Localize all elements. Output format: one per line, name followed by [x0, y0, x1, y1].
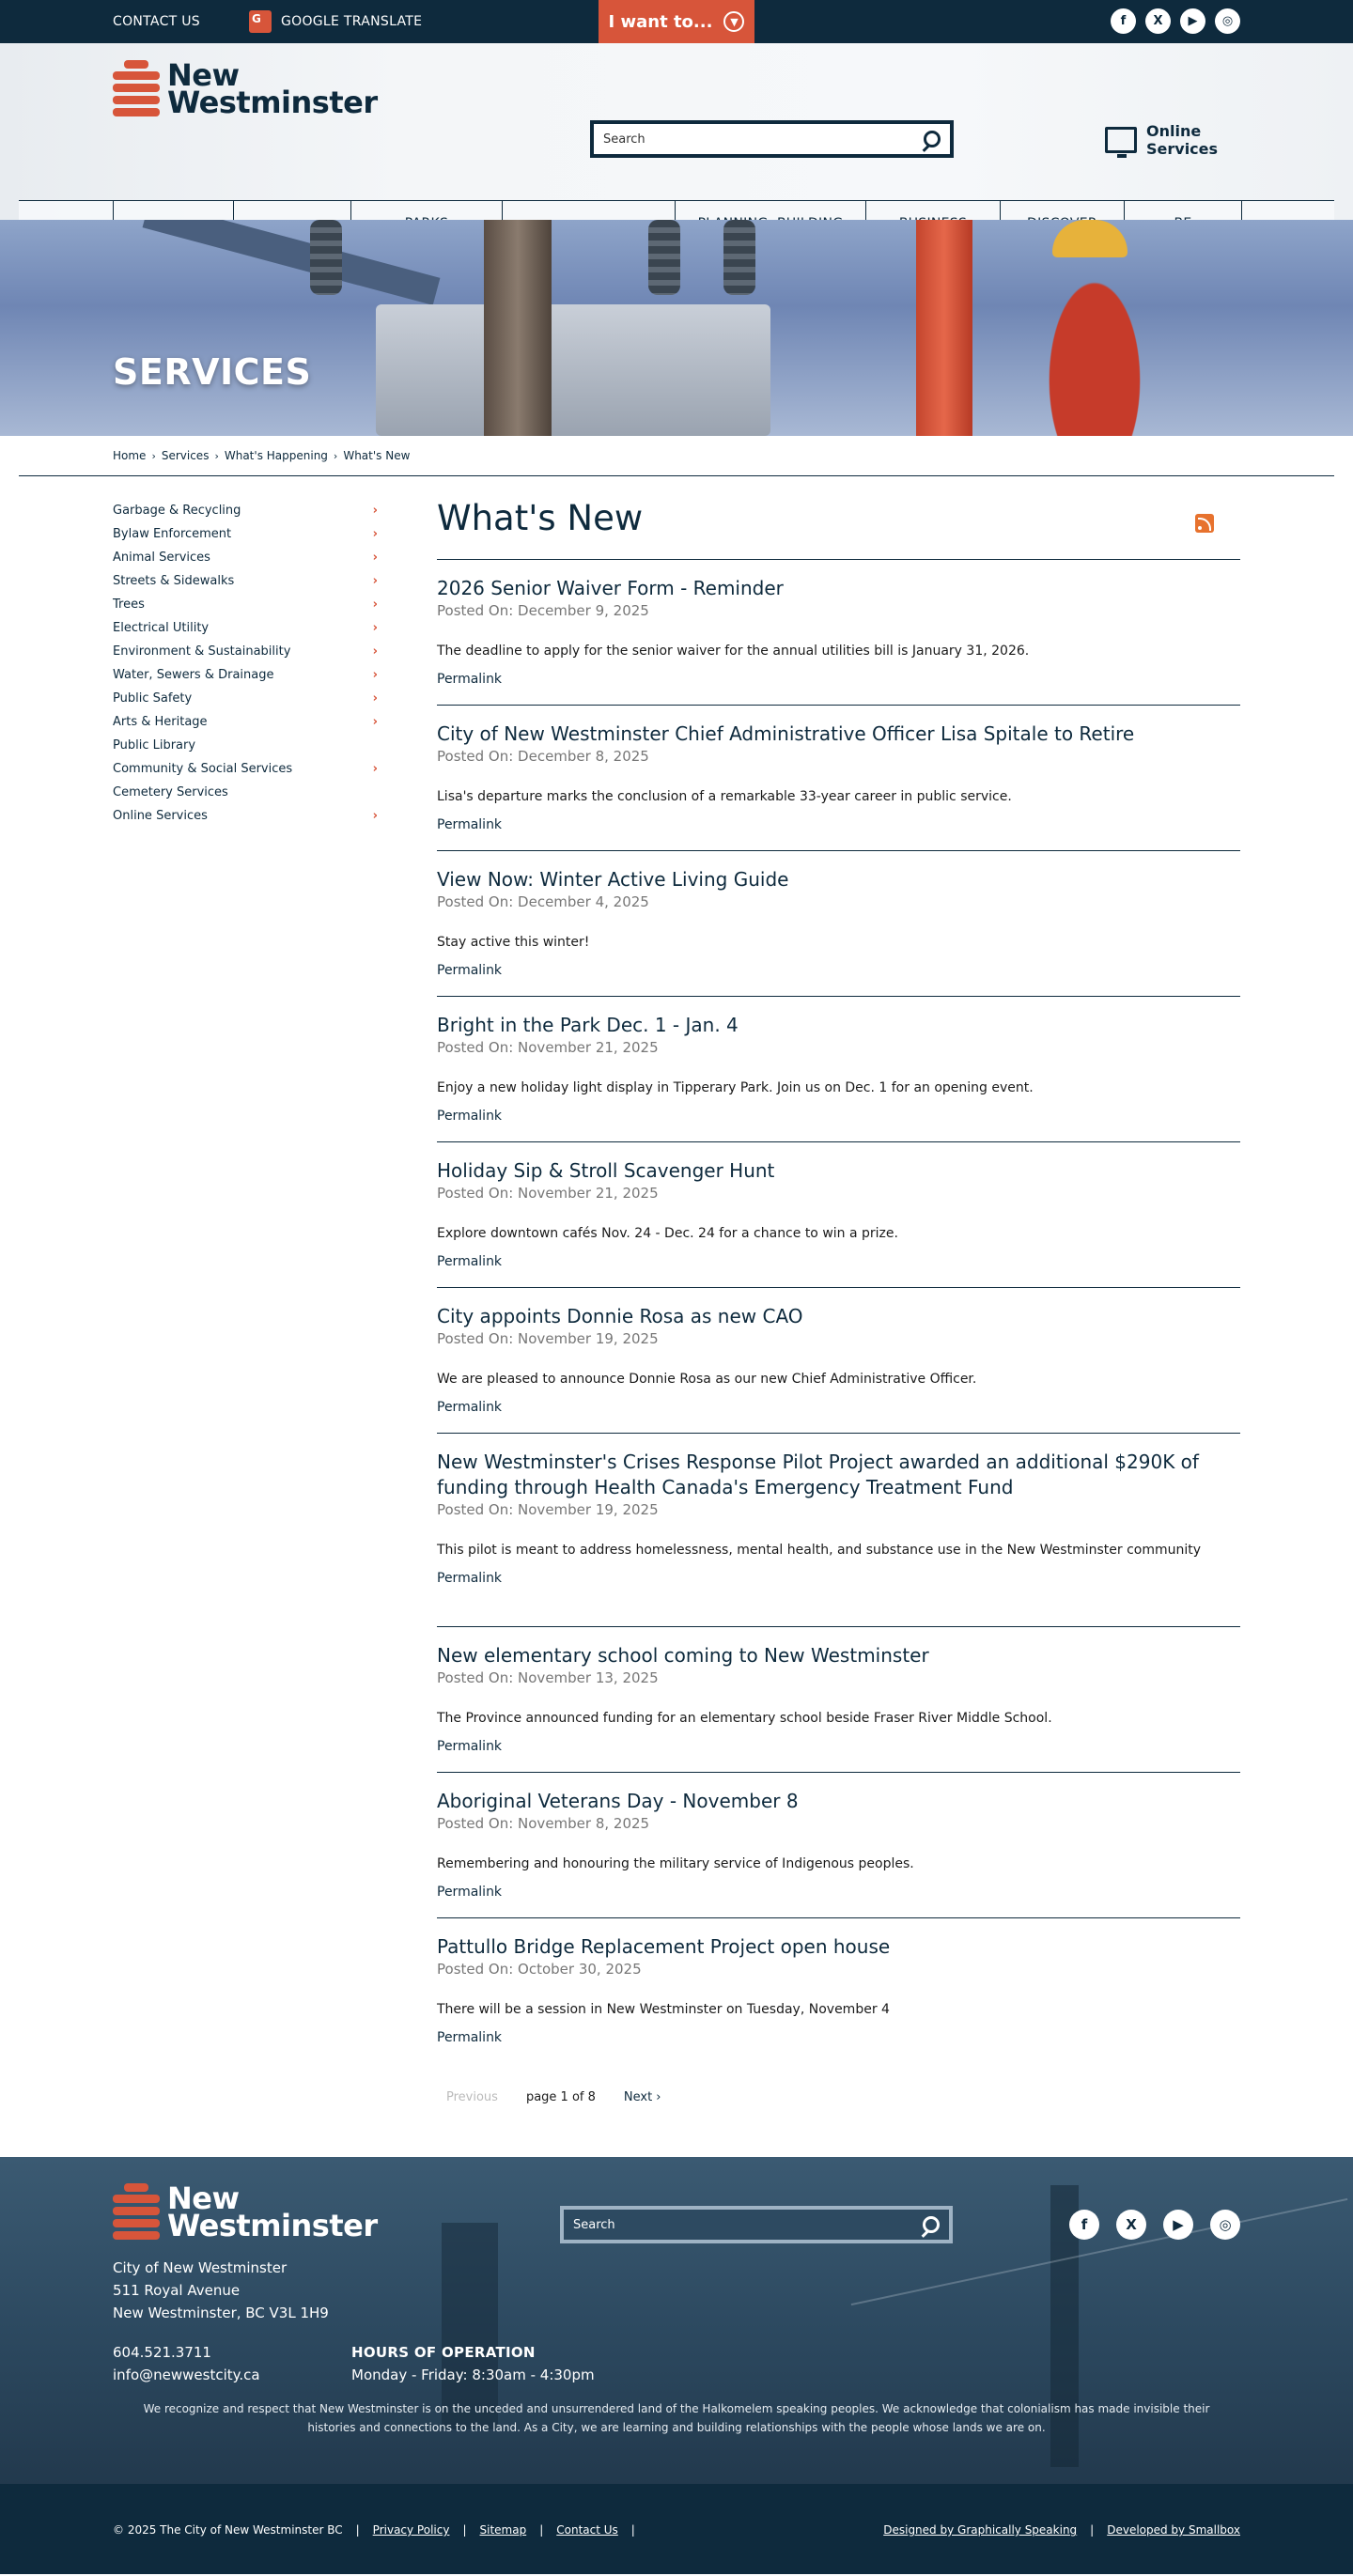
- news-item: [437, 705, 1240, 850]
- copyright: © 2025 The City of New Westminster BC: [113, 2523, 343, 2537]
- sidebar-item[interactable]: Cemetery Services: [113, 785, 228, 799]
- search-icon[interactable]: [924, 131, 941, 147]
- chevron-right-icon: ›: [214, 449, 219, 462]
- sidebar-item[interactable]: Trees ›: [113, 597, 378, 612]
- city-logo-text: New Westminster: [167, 2180, 378, 2243]
- chevron-right-icon: ›: [372, 762, 378, 776]
- footer-contact: [113, 2341, 260, 2386]
- chevron-down-icon: ▼: [723, 11, 744, 32]
- chevron-right-icon: ›: [372, 551, 378, 565]
- news-title-link[interactable]: New elementary school coming to New Westminster: [437, 1644, 929, 1667]
- x-twitter-icon[interactable]: X: [1145, 8, 1171, 34]
- chevron-right-icon: ›: [372, 574, 378, 588]
- designed-by-link[interactable]: Designed by Graphically Speaking: [883, 2523, 1078, 2537]
- city-logo-text: New Westminster: [167, 57, 378, 120]
- breadcrumb-services[interactable]: Services: [161, 449, 210, 462]
- permalink-link[interactable]: Permalink: [437, 1400, 503, 1415]
- news-date: Posted On: November 21, 2025: [437, 1185, 659, 1202]
- site-header: [0, 43, 1353, 220]
- i-want-to-label: I want to...: [608, 11, 713, 32]
- news-date: Posted On: November 19, 2025: [437, 1501, 659, 1518]
- news-item: [437, 850, 1240, 996]
- pagination: [446, 2090, 661, 2104]
- news-title-link[interactable]: Bright in the Park Dec. 1 - Jan. 4: [437, 1014, 739, 1036]
- sidebar-item[interactable]: Streets & Sidewalks ›: [113, 574, 378, 588]
- sidebar-item[interactable]: Electrical Utility ›: [113, 621, 378, 635]
- search-input[interactable]: Search: [603, 132, 645, 147]
- news-summary: Stay active this winter!: [437, 935, 590, 950]
- news-title-link[interactable]: City appoints Donnie Rosa as new CAO: [437, 1305, 803, 1327]
- footer-hours: [351, 2341, 595, 2386]
- hours-text: Monday - Friday: 8:30am - 4:30pm: [351, 2367, 595, 2383]
- city-logo-icon: [113, 60, 160, 118]
- chevron-right-icon: ›: [372, 597, 378, 612]
- news-summary: The deadline to apply for the senior waiver for the annual utilities bill is January 31, 2026.: [437, 644, 1030, 659]
- news-item: [437, 996, 1240, 1141]
- footer-logo[interactable]: [113, 2180, 378, 2243]
- utility-links: [113, 0, 422, 43]
- hours-title: HOURS OF OPERATION: [351, 2344, 536, 2361]
- permalink-link[interactable]: Permalink: [437, 1885, 503, 1900]
- social-links: [1111, 8, 1240, 34]
- online-services-link[interactable]: [1105, 122, 1218, 158]
- youtube-icon[interactable]: ▶: [1163, 2210, 1193, 2240]
- permalink-link[interactable]: Permalink: [437, 1739, 503, 1754]
- rss-icon[interactable]: [1195, 514, 1214, 533]
- sidebar-item[interactable]: Online Services ›: [113, 809, 378, 823]
- hero-image-lift: [916, 220, 972, 436]
- chevron-right-icon: ›: [372, 809, 378, 823]
- sidebar-item[interactable]: Animal Services ›: [113, 551, 378, 565]
- news-summary: Remembering and honouring the military service of Indigenous peoples.: [437, 1856, 914, 1871]
- breadcrumb-home[interactable]: Home: [113, 449, 147, 462]
- section-heading: What's New: [437, 498, 644, 538]
- permalink-link[interactable]: Permalink: [437, 672, 503, 687]
- permalink-link[interactable]: Permalink: [437, 1254, 503, 1269]
- chevron-right-icon: ›: [372, 644, 378, 659]
- instagram-icon[interactable]: ◎: [1210, 2210, 1240, 2240]
- breadcrumb: [0, 436, 1353, 475]
- news-item: [437, 1141, 1240, 1287]
- footer-search: [560, 2206, 953, 2243]
- news-date: Posted On: December 9, 2025: [437, 602, 649, 619]
- news-date: Posted On: November 21, 2025: [437, 1039, 659, 1056]
- google-translate-icon: [249, 10, 272, 33]
- footer-social-links: [1069, 2210, 1240, 2240]
- youtube-icon[interactable]: ▶: [1180, 8, 1205, 34]
- news-item: [437, 1626, 1240, 1772]
- news-title-link[interactable]: View Now: Winter Active Living Guide: [437, 868, 789, 891]
- i-want-to-button[interactable]: [599, 0, 754, 43]
- page-title: SERVICES: [113, 351, 312, 393]
- sitemap-link[interactable]: Sitemap: [479, 2523, 527, 2537]
- breadcrumb-whats-happening[interactable]: What's Happening: [224, 449, 328, 462]
- news-title-link[interactable]: Pattullo Bridge Replacement Project open house: [437, 1935, 891, 1958]
- chevron-right-icon: ›: [372, 621, 378, 635]
- chevron-right-icon: ›: [372, 715, 378, 729]
- news-summary: Lisa's departure marks the conclusion of a remarkable 33-year career in public service.: [437, 789, 1012, 804]
- facebook-icon[interactable]: f: [1069, 2210, 1099, 2240]
- sidebar-nav: [113, 499, 378, 828]
- chevron-right-icon: ›: [372, 668, 378, 682]
- news-date: Posted On: December 8, 2025: [437, 748, 649, 765]
- chevron-right-icon: ›: [372, 504, 378, 518]
- hero-banner: [0, 220, 1353, 436]
- hero-image-helmet: [1052, 220, 1128, 257]
- news-item: [437, 1772, 1240, 1917]
- instagram-icon[interactable]: ◎: [1215, 8, 1240, 34]
- news-list: [437, 493, 1240, 2063]
- privacy-policy-link[interactable]: Privacy Policy: [372, 2523, 450, 2537]
- news-date: Posted On: November 8, 2025: [437, 1815, 650, 1832]
- news-title-link[interactable]: New Westminster's Crises Response Pilot Project awarded an additional $290K of funding through Health Canada's Emergency Treatment Fund: [437, 1451, 1199, 1498]
- news-title-link[interactable]: 2026 Senior Waiver Form - Reminder: [437, 577, 784, 599]
- news-date: Posted On: December 4, 2025: [437, 893, 649, 910]
- monitor-icon: [1105, 127, 1137, 153]
- permalink-link[interactable]: Permalink: [437, 817, 503, 832]
- search-input[interactable]: Search: [573, 2217, 615, 2232]
- hero-image-arm: [143, 220, 441, 305]
- phone-link[interactable]: 604.521.3711: [113, 2344, 211, 2361]
- sidebar-item[interactable]: Garbage & Recycling ›: [113, 504, 378, 518]
- site-footer: [0, 2157, 1353, 2484]
- next-page-button[interactable]: Next ›: [623, 2090, 661, 2104]
- chevron-right-icon: ›: [333, 449, 338, 462]
- developed-by-link[interactable]: Developed by Smallbox: [1107, 2523, 1240, 2537]
- contact-us-footer-link[interactable]: Contact Us: [556, 2523, 618, 2537]
- chevron-right-icon: ›: [151, 449, 156, 462]
- news-item: [437, 1287, 1240, 1433]
- sidebar-item[interactable]: Public Library: [113, 738, 196, 753]
- news-title-link[interactable]: City of New Westminster Chief Administrative Officer Lisa Spitale to Retire: [437, 722, 1135, 745]
- news-item: [437, 559, 1240, 705]
- news-date: Posted On: November 13, 2025: [437, 1669, 659, 1686]
- news-summary: Enjoy a new holiday light display in Tipperary Park. Join us on Dec. 1 for an opening event.: [437, 1080, 1034, 1095]
- hero-image-pole: [484, 220, 552, 436]
- permalink-link[interactable]: Permalink: [437, 1571, 503, 1586]
- main-content: [0, 476, 1353, 2157]
- news-summary: This pilot is meant to address homelessness, mental health, and substance use in the New Westminster community: [437, 1543, 1202, 1558]
- facebook-icon[interactable]: f: [1111, 8, 1136, 34]
- google-translate-label: GOOGLE TRANSLATE: [280, 14, 423, 29]
- breadcrumb-current: What's New: [343, 449, 411, 462]
- permalink-link[interactable]: Permalink: [437, 1109, 503, 1124]
- news-summary: The Province announced funding for an elementary school beside Fraser River Middle School.: [437, 1711, 1052, 1726]
- news-summary: There will be a session in New Westminster on Tuesday, November 4: [437, 2002, 890, 2017]
- google-translate-button[interactable]: [249, 10, 422, 33]
- sidebar-item[interactable]: Water, Sewers & Drainage ›: [113, 668, 378, 682]
- sidebar-item[interactable]: Bylaw Enforcement ›: [113, 527, 378, 541]
- sidebar-item[interactable]: Environment & Sustainability ›: [113, 644, 378, 659]
- chevron-right-icon: ›: [372, 527, 378, 541]
- permalink-link[interactable]: Permalink: [437, 963, 503, 978]
- page-indicator: page 1 of 8: [525, 2090, 596, 2104]
- news-date: Posted On: November 19, 2025: [437, 1330, 659, 1347]
- city-logo[interactable]: [113, 57, 378, 120]
- x-twitter-icon[interactable]: X: [1116, 2210, 1146, 2240]
- sidebar-item[interactable]: Community & Social Services ›: [113, 762, 378, 776]
- utility-bar: [0, 0, 1353, 43]
- permalink-link[interactable]: Permalink: [437, 2030, 503, 2045]
- hero-image-transformer: [376, 304, 770, 436]
- news-summary: Explore downtown cafés Nov. 24 - Dec. 24 for a chance to win a prize.: [437, 1226, 898, 1241]
- header-search: [590, 120, 954, 158]
- footer-address: City of New Westminster 511 Royal Avenue New Westminster, BC V3L 1H9: [113, 2259, 329, 2321]
- news-title-link[interactable]: Holiday Sip & Stroll Scavenger Hunt: [437, 1159, 775, 1182]
- sidebar-item[interactable]: Arts & Heritage ›: [113, 715, 378, 729]
- online-services-label: Online Services: [1146, 122, 1219, 158]
- chevron-right-icon: ›: [372, 691, 378, 706]
- footer-bottom-bar: © 2025 The City of New Westminster BC | Privacy Policy | Sitemap | Contact Us | Designed by Graphically Speaking | Developed by Smallbox: [0, 2484, 1353, 2574]
- news-title-link[interactable]: Aboriginal Veterans Day - November 8: [437, 1790, 799, 1812]
- hero-image-worker: [1024, 229, 1165, 436]
- news-summary: We are pleased to announce Donnie Rosa as our new Chief Administrative Officer.: [437, 1372, 977, 1387]
- news-item: [437, 1917, 1240, 2063]
- news-date: Posted On: October 30, 2025: [437, 1961, 642, 1978]
- contact-us-link[interactable]: CONTACT US: [113, 14, 200, 29]
- land-acknowledgement: We recognize and respect that New Westminster is on the unceded and unsurrendered land of the Halkomelem speaking peoples. We acknowledge that colonialism has made invisible their histories and connections to the land. As a City, we are learning and building relationships with the people whose lands we are on.: [143, 2402, 1210, 2434]
- email-link[interactable]: info@newwestcity.ca: [113, 2367, 260, 2383]
- search-icon[interactable]: [923, 2216, 940, 2233]
- city-logo-icon: [113, 2183, 160, 2242]
- news-item: [437, 1433, 1240, 1626]
- previous-page-button: Previous: [446, 2090, 498, 2104]
- sidebar-item[interactable]: Public Safety ›: [113, 691, 378, 706]
